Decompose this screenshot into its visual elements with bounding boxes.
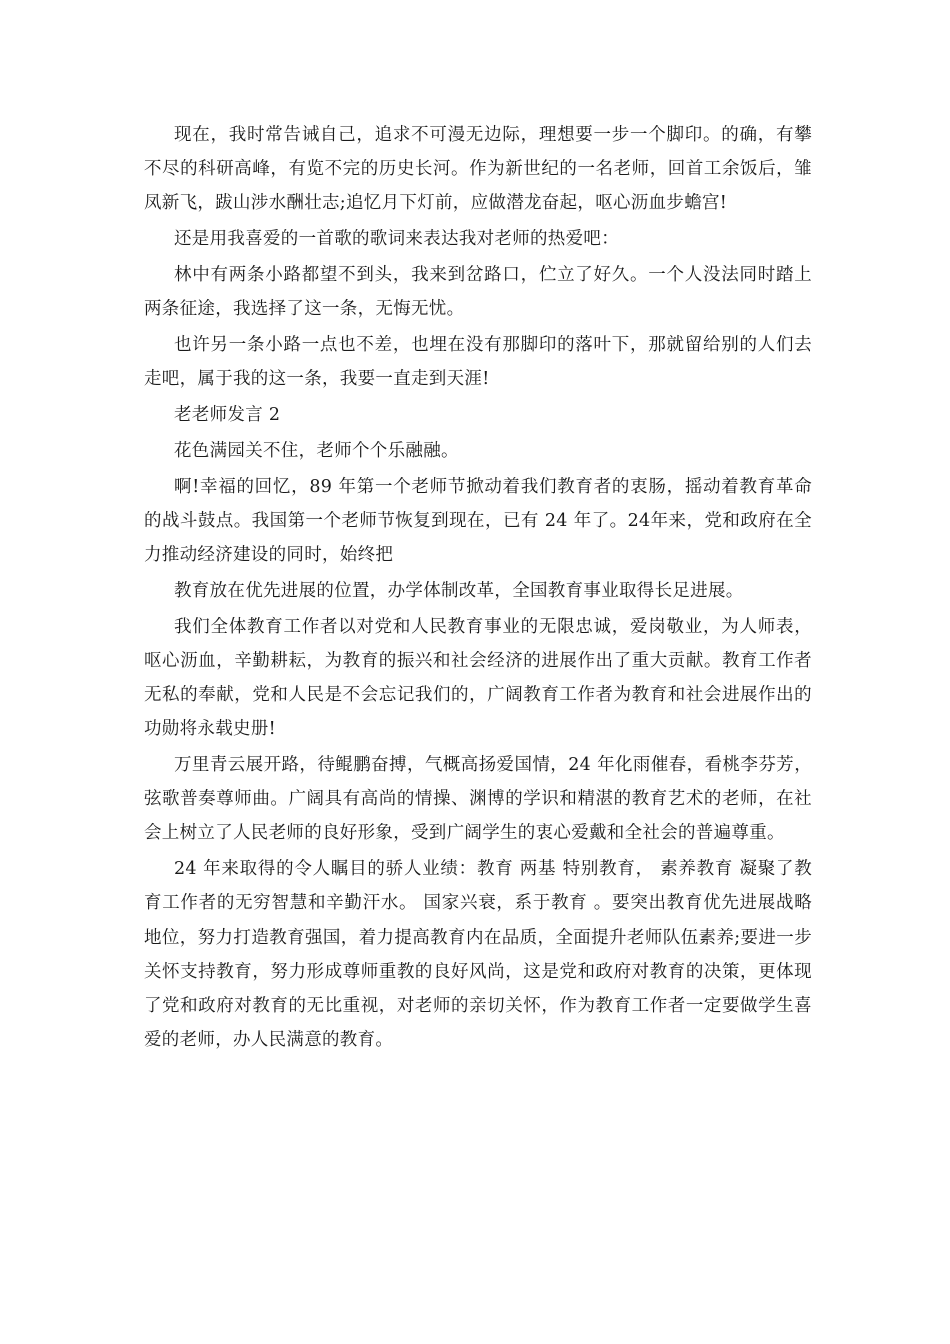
paragraph: 现在，我时常告诫自己，追求不可漫无边际，理想要一步一个脚印。的确，有攀不尽的科研高峰，有览不完的历史长河。作为新世纪的一名老师，回首工余饭后，雏凤新飞，跋山涉水酬壮志;追忆月下灯前，应做潜龙奋起，呕心沥血步蟾宫! xyxy=(144,125,812,214)
paragraph: 花色满园关不住，老师个个乐融融。 xyxy=(174,440,459,461)
paragraph: 也许另一条小路一点也不差，也埋在没有那脚印的落叶下，那就留给别的人们去走吧，属于我的这一条，我要一直走到天涯! xyxy=(144,335,812,390)
paragraph: 万里青云展开路，待鲲鹏奋搏，气概高扬爱国情，24 年化雨催春，看桃李芬芳，弦歌普奏尊师曲。广阔具有高尚的情操、渊博的学识和精湛的教育艺术的老师，在社会上树立了人民老师的良好形象，受到广阔学生的衷心爱戴和全社会的普遍尊重。 xyxy=(144,755,812,844)
paragraph: 啊!幸福的回忆，89 年第一个老师节掀动着我们教育者的衷肠，摇动着教育革命的战斗鼓点。我国第一个老师节恢复到现在，已有 24 年了。24年来，党和政府在全力推动经济建设的同时，始终把 xyxy=(144,476,812,565)
paragraph: 教育放在优先进展的位置，办学体制改革，全国教育事业取得长足进展。 xyxy=(174,580,744,601)
paragraph: 24 年来取得的令人瞩目的骄人业绩：教育 两基 特别教育， 素养教育 凝聚了教育工作者的无穷智慧和辛勤汗水。 国家兴衰，系于教育 。要突出教育优先进展战略地位，努力打造教育强国，着力提高教育内在品质，全面提升老师队伍素养;要进一步关怀支持教育，努力形成尊师重教的良好风尚，这是党和政府对教育的决策，更体现了党和政府对教育的无比重视，对老师的亲切关怀，作为教育工作者一定要做学生喜爱的老师，办人民满意的教育。 xyxy=(144,859,812,1051)
paragraph: 我们全体教育工作者以对党和人民教育事业的无限忠诚，爱岗敬业，为人师表，呕心沥血，辛勤耕耘，为教育的振兴和社会经济的进展作出了重大贡献。教育工作者无私的奉献，党和人民是不会忘记我们的，广阔教育工作者为教育和社会进展作出的功勋将永载史册! xyxy=(144,616,812,740)
document-body xyxy=(144,118,812,1059)
section-heading: 老老师发言 2 xyxy=(174,405,281,425)
paragraph: 还是用我喜爱的一首歌的歌词来表达我对老师的热爱吧： xyxy=(174,229,619,250)
paragraph: 林中有两条小路都望不到头，我来到岔路口，伫立了好久。一个人没法同时踏上两条征途，我选择了这一条，无悔无忧。 xyxy=(144,265,812,320)
